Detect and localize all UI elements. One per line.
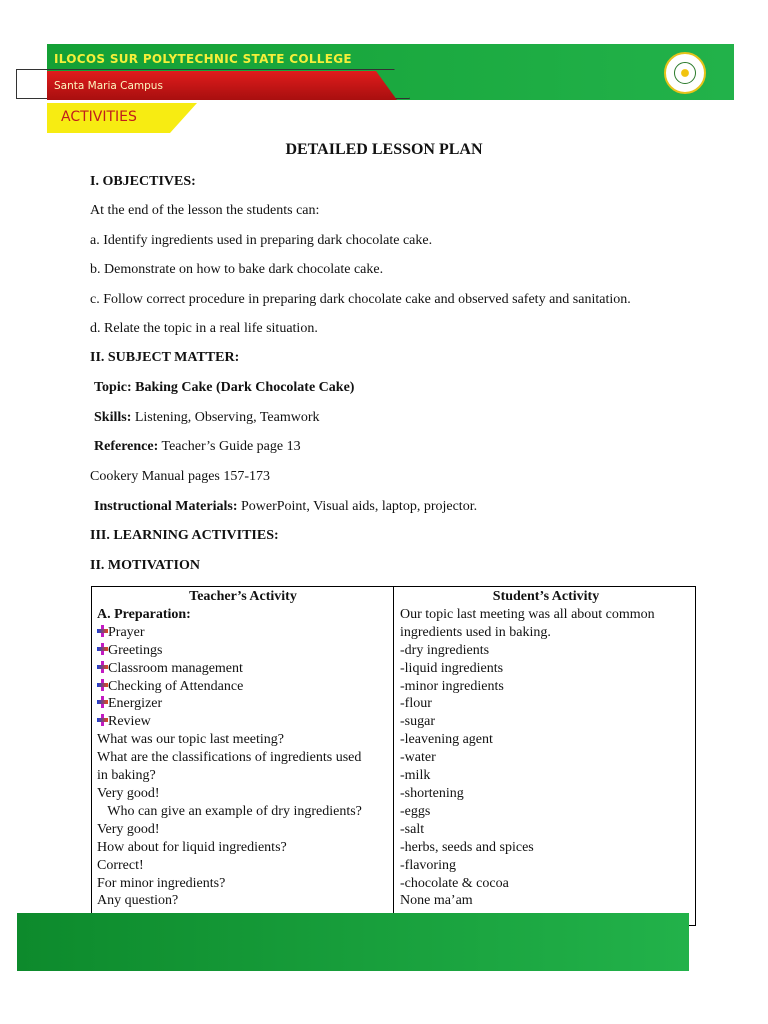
table-column-divider [393, 586, 394, 926]
student-line: -liquid ingredients [400, 660, 504, 676]
seal-emblem-icon [674, 62, 696, 84]
topic-label: Topic: [94, 380, 132, 395]
materials-label: Instructional Materials: [94, 499, 238, 514]
reference-extra: Cookery Manual pages 157-173 [90, 469, 271, 484]
student-line: -salt [400, 821, 425, 837]
bullet-arrow-icon [97, 625, 108, 637]
teacher-line: Who can give an example of dry ingredients? [97, 803, 362, 819]
student-line: -shortening [400, 785, 464, 801]
student-line: -dry ingredients [400, 642, 490, 658]
teacher-line: Correct! [97, 857, 144, 873]
campus-name: Santa Maria Campus [54, 80, 163, 92]
student-line: -eggs [400, 803, 431, 819]
objective-item: d. Relate the topic in a real life situation. [90, 321, 318, 336]
student-line: -milk [400, 768, 431, 784]
bullet-arrow-icon [97, 696, 108, 708]
teacher-line: Very good! [97, 785, 160, 801]
activities-label: ACTIVITIES [61, 109, 137, 125]
teacher-activity-header: Teacher’s Activity [189, 589, 297, 604]
list-item: Review [97, 713, 389, 731]
college-name: ILOCOS SUR POLYTECHNIC STATE COLLEGE [54, 52, 352, 66]
student-line: -flavoring [400, 857, 456, 873]
teacher-line: For minor ingredients? [97, 875, 226, 891]
topic-line [94, 380, 354, 396]
teacher-line: What was our topic last meeting? [97, 732, 284, 748]
learning-activities-heading: III. LEARNING ACTIVITIES: [90, 528, 279, 543]
list-item: Checking of Attendance [97, 678, 389, 696]
preparation-heading: A. Preparation: [97, 606, 191, 622]
teacher-line: Any question? [97, 893, 179, 909]
bullet-arrow-icon [97, 714, 108, 726]
objectives-intro: At the end of the lesson the students can: [90, 203, 320, 218]
teacher-line: How about for liquid ingredients? [97, 839, 287, 855]
teacher-line: What are the classifications of ingredients used [97, 750, 362, 766]
materials-line [94, 499, 477, 515]
student-line: -flour [400, 696, 432, 712]
skills-value: Listening, Observing, Teamwork [134, 410, 320, 425]
college-seal-logo [664, 52, 706, 94]
reference-value: Teacher’s Guide page 13 [161, 439, 301, 454]
reference-line [94, 439, 301, 455]
topic-value: Baking Cake (Dark Chocolate Cake) [135, 380, 355, 395]
student-line: -leavening agent [400, 732, 493, 748]
teacher-line: in baking? [97, 768, 156, 784]
list-item: Energizer [97, 695, 389, 713]
bullet-arrow-icon [97, 679, 108, 691]
skills-line [94, 410, 319, 426]
list-item: Prayer [97, 624, 389, 642]
objective-item: b. Demonstrate on how to bake dark chocolate cake. [90, 262, 384, 277]
student-activity-header: Student’s Activity [492, 589, 600, 604]
page-title: DETAILED LESSON PLAN [285, 141, 483, 158]
student-line: -sugar [400, 714, 435, 730]
objectives-heading: I. OBJECTIVES: [90, 174, 196, 189]
student-line: -herbs, seeds and spices [400, 839, 534, 855]
subject-matter-heading: II. SUBJECT MATTER: [90, 350, 240, 365]
list-item: Greetings [97, 642, 389, 660]
list-item: Classroom management [97, 660, 389, 678]
student-line: -chocolate & cocoa [400, 875, 509, 891]
student-line: -water [400, 750, 436, 766]
student-line: ingredients used in baking. [400, 624, 551, 640]
objective-item: c. Follow correct procedure in preparing dark chocolate cake and observed safety and sanitation. [90, 292, 631, 307]
student-line: Our topic last meeting was all about common [400, 606, 655, 622]
materials-value: PowerPoint, Visual aids, laptop, projector. [240, 499, 478, 514]
bullet-arrow-icon [97, 643, 108, 655]
student-activity-column [400, 588, 692, 910]
skills-label: Skills: [94, 410, 132, 425]
student-line: None ma’am [400, 893, 473, 909]
footer-banner [17, 913, 689, 971]
reference-label: Reference: [94, 439, 159, 454]
objective-item: a. Identify ingredients used in preparing dark chocolate cake. [90, 233, 433, 248]
bullet-arrow-icon [97, 661, 108, 673]
student-line: -minor ingredients [400, 678, 504, 694]
teacher-activity-column [97, 588, 389, 910]
motivation-heading: II. MOTIVATION [90, 558, 200, 573]
teacher-line: Very good! [97, 821, 160, 837]
